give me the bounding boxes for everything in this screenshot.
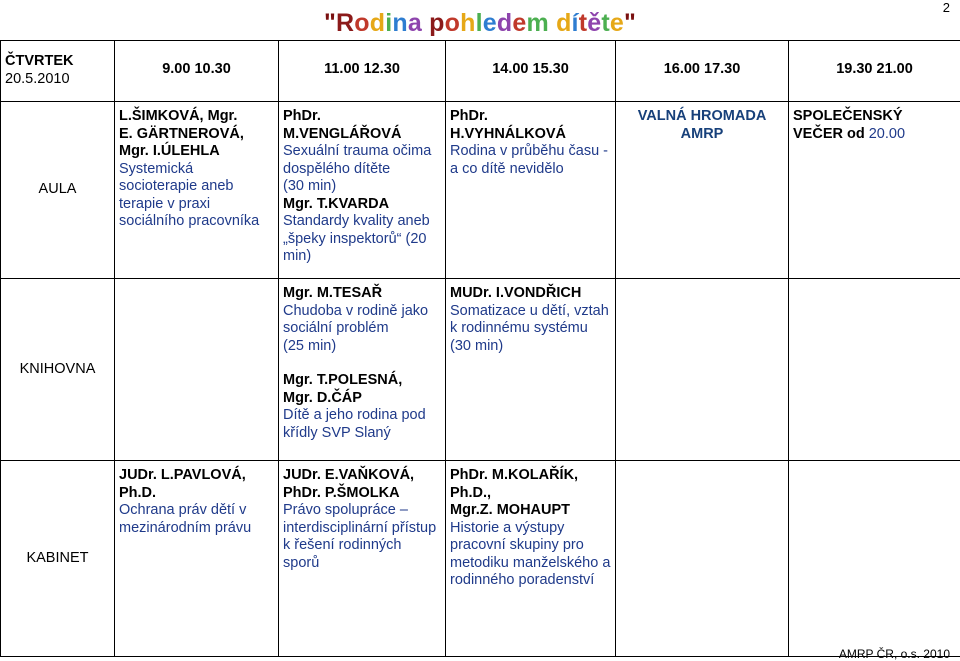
page-number: 2: [942, 0, 950, 15]
speaker-name: PhDr. P.ŠMOLKA: [283, 484, 400, 501]
header-row: [1, 41, 960, 102]
room-label-kabinet: KABINET: [1, 461, 115, 657]
event-title-text: VEČER od: [793, 125, 865, 142]
event-time: 20.00: [868, 125, 906, 142]
speaker-name: E. GÄRTNEROVÁ,: [119, 125, 244, 142]
speaker-name: PhDr.: [450, 108, 488, 124]
speaker-name: H.VYHNÁLKOVÁ: [450, 125, 567, 142]
title-letter: í: [571, 9, 579, 37]
aula-slot-3: [446, 102, 616, 279]
event-title: AMRP: [680, 125, 724, 142]
title-letter: [549, 9, 556, 37]
row-aula: [1, 102, 960, 279]
time-slot-3: 14.00 15.30: [446, 41, 616, 102]
title-letter: e: [609, 9, 624, 37]
row-knihovna: [1, 279, 960, 461]
title-letter: i: [385, 9, 393, 37]
title-letter: t: [578, 9, 588, 37]
kabinet-slot-5: [789, 461, 960, 657]
title-open-quote: ": [323, 9, 337, 37]
speaker-name: Mgr.Z. MOHAUPT: [450, 502, 571, 518]
footer-credit: AMRP ČR, o.s. 2010: [838, 647, 950, 661]
row-kabinet: [1, 461, 960, 657]
date-label: 20.5.2010: [5, 70, 70, 87]
day-cell: [1, 41, 115, 102]
talk-title: Ochrana práv dětí v mezinárodním právu: [119, 502, 252, 536]
title-letter: m: [526, 9, 549, 37]
talk-title: Chudoba v rodině jako sociální problém: [283, 302, 429, 336]
title-letter: ě: [587, 9, 602, 37]
event-title: [793, 126, 956, 144]
schedule-table: [0, 40, 960, 657]
speaker-name: Mgr. T.KVARDA: [283, 195, 390, 212]
speaker-name: MUDr. I.VONDŘICH: [450, 285, 582, 301]
talk-title: Dítě a jeho rodina pod křídly SVP Slaný: [283, 407, 426, 441]
talk-title: Somatizace u dětí, vztah k rodinnému systému: [450, 302, 609, 336]
time-slot-2: 11.00 12.30: [279, 41, 446, 102]
title-letter: o: [444, 9, 461, 37]
title-letter: d: [556, 9, 572, 37]
title-letter: e: [482, 9, 497, 37]
talk-title: Sexuální trauma očima dospělého dítěte: [283, 143, 432, 177]
title-letter: h: [460, 9, 476, 37]
speaker-name: JUDr. E.VAŇKOVÁ,: [283, 467, 415, 483]
knihovna-slot-1: [115, 279, 279, 461]
title-letter: d: [496, 9, 513, 37]
speaker-name: M.VENGLÁŘOVÁ: [283, 125, 402, 142]
talk-title: Právo spolupráce – interdisciplinární přístup k řešení rodinných sporů: [283, 502, 437, 571]
speaker-name: L.ŠIMKOVÁ, Mgr.: [119, 108, 238, 124]
title-letter: t: [601, 9, 610, 37]
time-slot-4: 16.00 17.30: [616, 41, 789, 102]
event-title: VALNÁ HROMADA: [637, 108, 767, 124]
page-title: [0, 9, 960, 38]
kabinet-slot-1: [115, 461, 279, 657]
time-slot-1: 9.00 10.30: [115, 41, 279, 102]
talk-duration: (30 min): [450, 337, 504, 354]
speaker-name: PhDr. M.KOLAŘÍK,: [450, 467, 579, 483]
title-letter: R: [336, 9, 355, 37]
speaker-name: Mgr. T.POLESNÁ,: [283, 372, 403, 388]
aula-slot-2: [279, 102, 446, 279]
speaker-name: Mgr. I.ÚLEHLA: [119, 143, 220, 159]
aula-slot-1: [115, 102, 279, 279]
knihovna-slot-5: [789, 279, 960, 461]
title-letter: a: [407, 9, 422, 37]
title-letter: p: [429, 9, 445, 37]
knihovna-slot-4: [616, 279, 789, 461]
kabinet-slot-4: [616, 461, 789, 657]
knihovna-slot-2: [279, 279, 446, 461]
room-label-aula: AULA: [1, 102, 115, 279]
talk-duration: (30 min): [283, 178, 337, 194]
aula-slot-5: [789, 102, 960, 279]
knihovna-slot-3: [446, 279, 616, 461]
event-title: SPOLEČENSKÝ: [793, 108, 903, 124]
kabinet-slot-2: [279, 461, 446, 657]
speaker-name: Mgr. D.ČÁP: [283, 389, 362, 406]
talk-title: Systemická socioterapie aneb terapie v praxi sociálního pracovníka: [119, 160, 260, 229]
title-close-quote: ": [623, 9, 637, 37]
speaker-name: Ph.D.: [119, 484, 157, 501]
speaker-name: PhDr.: [283, 108, 321, 124]
talk-title: Historie a výstupy pracovní skupiny pro metodiku manželského a rodinného poradenství: [450, 519, 611, 588]
aula-slot-4: [616, 102, 789, 279]
speaker-name: Ph.D.,: [450, 484, 492, 501]
title-letter: l: [475, 9, 483, 37]
title-letter: d: [369, 9, 386, 37]
title-letter: o: [354, 9, 370, 37]
kabinet-slot-3: [446, 461, 616, 657]
time-slot-5: 19.30 21.00: [789, 41, 960, 102]
day-label: ČTVRTEK: [5, 53, 74, 69]
talk-title: Standardy kvality aneb „špeky inspektorů“ (20 min): [283, 213, 430, 264]
speaker-name: Mgr. M.TESAŘ: [283, 285, 383, 301]
talk-duration: (25 min): [283, 337, 337, 354]
title-letter: n: [392, 9, 408, 37]
room-label-knihovna: KNIHOVNA: [1, 279, 115, 461]
talk-title: Rodina v průběhu času - a co dítě nevidělo: [450, 143, 608, 177]
speaker-name: JUDr. L.PAVLOVÁ,: [119, 467, 246, 483]
title-letter: e: [512, 9, 527, 37]
